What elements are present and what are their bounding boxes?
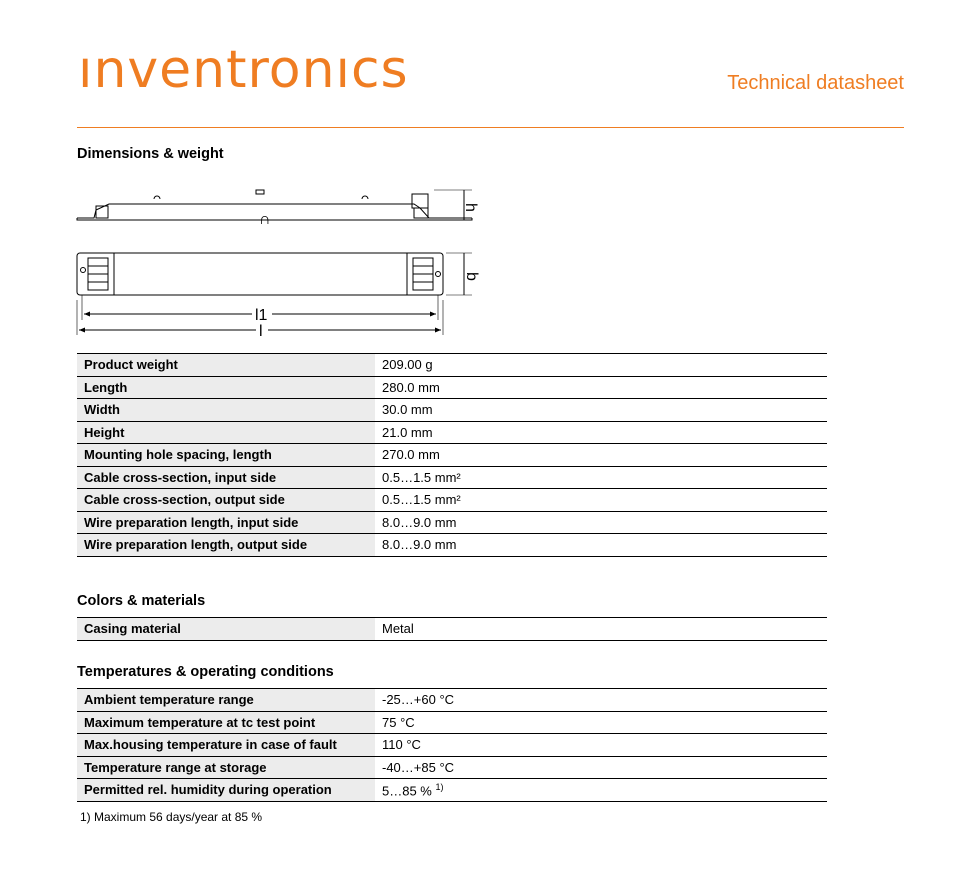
row-label: Maximum temperature at tc test point [77, 711, 375, 734]
row-label: Cable cross-section, output side [77, 489, 375, 512]
table-row [77, 354, 827, 377]
row-label: Height [77, 421, 375, 444]
row-label: Wire preparation length, output side [77, 534, 375, 557]
table-row [77, 444, 827, 467]
dimensions-table [77, 353, 827, 557]
row-label: Length [77, 376, 375, 399]
document-type: Technical datasheet [727, 72, 904, 94]
table-row [77, 689, 827, 712]
label-l: l [259, 323, 263, 340]
table-row [77, 534, 827, 557]
row-value: 8.0…9.0 mm [375, 534, 827, 557]
row-label: Temperature range at storage [77, 756, 375, 779]
table-row [77, 618, 827, 641]
hole-symbol: ∩ [259, 211, 271, 228]
row-value [375, 779, 827, 802]
row-value: -25…+60 °C [375, 689, 827, 712]
table-row [77, 399, 827, 422]
row-label: Mounting hole spacing, length [77, 444, 375, 467]
table-row [77, 711, 827, 734]
row-label: Wire preparation length, input side [77, 511, 375, 534]
row-value: 30.0 mm [375, 399, 827, 422]
row-label: Max.housing temperature in case of fault [77, 734, 375, 757]
dimension-drawing [74, 180, 484, 340]
temperatures-table [77, 688, 827, 802]
table-row [77, 489, 827, 512]
table-row [77, 466, 827, 489]
row-value: 0.5…1.5 mm² [375, 466, 827, 489]
footnote-ref: 1) [435, 781, 444, 792]
footnote: 1) Maximum 56 days/year at 85 % [80, 810, 263, 824]
label-h: h [462, 203, 479, 212]
section-title-colors: Colors & materials [77, 593, 206, 609]
row-value: 8.0…9.0 mm [375, 511, 827, 534]
value-text: 5…85 % [382, 782, 432, 798]
row-value: 270.0 mm [375, 444, 827, 467]
section-title-dimensions: Dimensions & weight [77, 146, 224, 162]
table-row [77, 376, 827, 399]
row-value: 21.0 mm [375, 421, 827, 444]
table-row [77, 511, 827, 534]
row-value: Metal [375, 618, 827, 641]
colors-table [77, 617, 827, 641]
row-label: Product weight [77, 354, 375, 377]
row-label: Ambient temperature range [77, 689, 375, 712]
row-label: Permitted rel. humidity during operation [77, 779, 375, 802]
row-value: 280.0 mm [375, 376, 827, 399]
table-row [77, 756, 827, 779]
row-label: Width [77, 399, 375, 422]
table-row [77, 779, 827, 802]
row-value: 0.5…1.5 mm² [375, 489, 827, 512]
header-divider [77, 127, 904, 128]
row-value: 110 °C [375, 734, 827, 757]
section-title-temperatures: Temperatures & operating conditions [77, 664, 334, 680]
row-label: Cable cross-section, input side [77, 466, 375, 489]
row-value: 75 °C [375, 711, 827, 734]
row-value: 209.00 g [375, 354, 827, 377]
label-l1: l1 [255, 307, 268, 324]
row-label: Casing material [77, 618, 375, 641]
label-b: b [463, 272, 480, 281]
row-value: -40…+85 °C [375, 756, 827, 779]
brand-logo: ınventronıcs [78, 40, 409, 100]
table-row [77, 421, 827, 444]
table-row [77, 734, 827, 757]
